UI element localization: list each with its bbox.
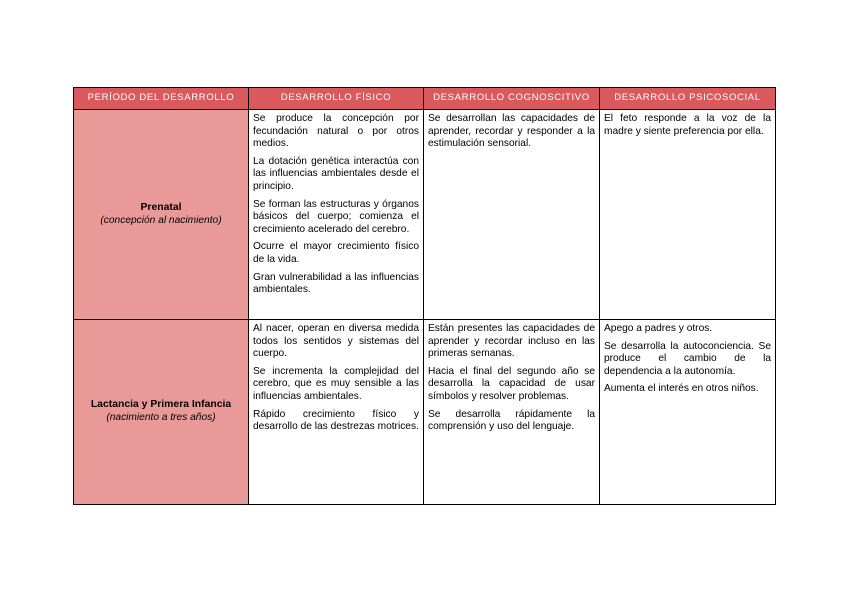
header-psicosocial: DESARROLLO PSICOSOCIAL bbox=[600, 88, 776, 110]
psicosocial-item: El feto responde a la voz de la madre y siente preferencia por ella. bbox=[604, 113, 771, 137]
fisico-item: Se forman las estructuras y órganos básicos del cuerpo; comienza el crecimiento acelerado del cerebro. bbox=[253, 198, 419, 235]
period-range: (nacimiento a tres años) bbox=[106, 412, 216, 423]
cognoscitivo-cell bbox=[424, 110, 600, 320]
development-table bbox=[73, 87, 776, 505]
period-name: Lactancia y Primera Infancia bbox=[90, 399, 232, 411]
cognoscitivo-item: Hacia el final del segundo año se desarrolla la capacidad de usar símbolos y resolver problemas. bbox=[428, 365, 595, 402]
header-cognoscitivo: DESARROLLO COGNOSCITIVO bbox=[424, 88, 600, 110]
fisico-item: Ocurre el mayor crecimiento físico de la vida. bbox=[253, 241, 419, 265]
fisico-item: Rápido crecimiento físico y desarrollo de las destrezas motrices. bbox=[253, 408, 419, 433]
fisico-item: Gran vulnerabilidad a las influencias ambientales. bbox=[253, 271, 419, 296]
cognoscitivo-item: Se desarrollan las capacidades de aprender, recordar y responder a la estimulación sensorial. bbox=[428, 113, 595, 150]
psicosocial-item: Aumenta el interés en otros niños. bbox=[604, 383, 759, 395]
psicosocial-item: Se desarrolla la autoconciencia. Se produce el cambio de la dependencia a la autonomía. bbox=[604, 340, 771, 377]
cognoscitivo-item: Se desarrolla rápidamente la comprensión y uso del lenguaje. bbox=[428, 408, 595, 433]
table-row-lactancia bbox=[74, 320, 776, 505]
table-row-prenatal bbox=[74, 110, 776, 320]
psicosocial-cell bbox=[600, 320, 776, 505]
fisico-cell bbox=[249, 110, 424, 320]
period-range: (concepción al nacimiento) bbox=[100, 214, 222, 226]
header-periodo: PERÍODO DEL DESARROLLO bbox=[74, 88, 249, 110]
fisico-item: La dotación genética interactúa con las influencias ambientales desde el principio. bbox=[253, 155, 419, 192]
header-row bbox=[74, 88, 776, 110]
cognoscitivo-item: Están presentes las capacidades de aprender y recordar incluso en las primeras semanas. bbox=[428, 323, 595, 360]
header-fisico: DESARROLLO FÍSICO bbox=[249, 88, 424, 110]
psicosocial-cell bbox=[600, 110, 776, 320]
fisico-item: Al nacer, operan en diversa medida todos los sentidos y sistemas del cuerpo. bbox=[253, 323, 419, 360]
period-name: Prenatal bbox=[140, 201, 182, 213]
fisico-cell bbox=[249, 320, 424, 505]
period-cell bbox=[74, 320, 249, 505]
psicosocial-item: Apego a padres y otros. bbox=[604, 323, 713, 334]
fisico-item: Se produce la concepción por fecundación natural o por otros medios. bbox=[253, 113, 419, 150]
fisico-item: Se incrementa la complejidad del cerebro, que es muy sensible a las influencias ambientales. bbox=[253, 365, 419, 402]
period-cell bbox=[74, 110, 249, 320]
cognoscitivo-cell bbox=[424, 320, 600, 505]
